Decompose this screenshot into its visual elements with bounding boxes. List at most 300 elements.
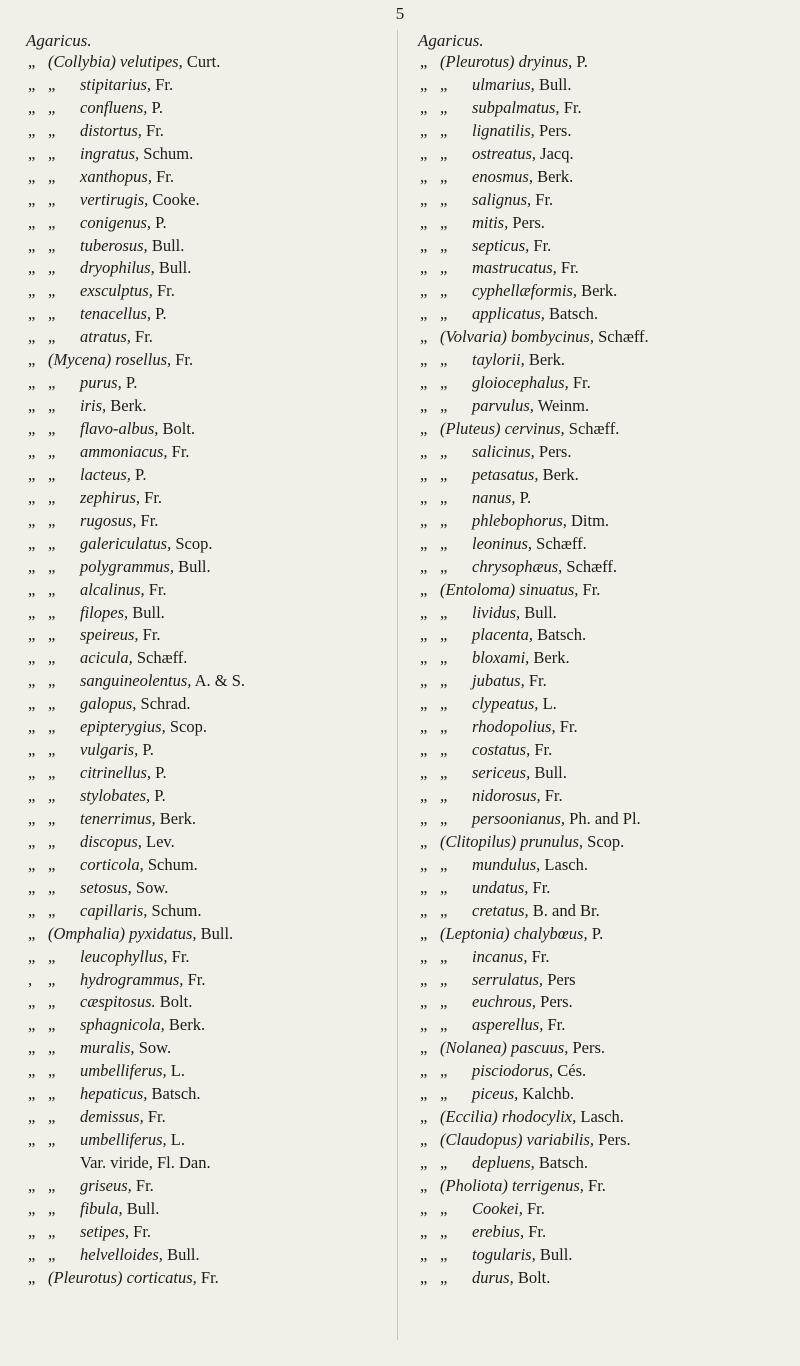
list-item <box>418 189 783 212</box>
species-name: sericeus, <box>472 763 531 783</box>
ditto-mark: „ <box>48 419 56 438</box>
ditto-mark: „ <box>28 602 36 622</box>
list-item <box>418 418 783 441</box>
species-name: cretatus, <box>472 900 529 920</box>
entry-text <box>48 1129 185 1152</box>
entry-text <box>440 923 603 946</box>
ditto-mark: „ <box>28 900 36 920</box>
species-name: confluens, <box>80 97 148 117</box>
author-name: L. <box>170 1130 185 1150</box>
list-item <box>26 854 391 877</box>
ditto-mark: „ <box>48 1038 56 1058</box>
list-item <box>418 624 783 647</box>
ditto-mark: „ <box>440 992 448 1012</box>
author-name: Sow. <box>138 1038 172 1058</box>
species-name: serrulatus, <box>472 969 544 989</box>
ditto-mark: „ <box>48 396 56 416</box>
list-item <box>26 923 391 946</box>
species-name: chrysophæus, <box>472 556 563 576</box>
list-item <box>418 900 783 923</box>
ditto-mark: „ <box>420 1107 428 1127</box>
list-item <box>418 1244 783 1267</box>
author-name: Bull. <box>151 235 185 255</box>
author-name: Fr. <box>133 1221 152 1241</box>
entry-text <box>48 900 201 923</box>
list-item <box>26 739 391 762</box>
list-item <box>418 946 783 969</box>
author-name: Bull. <box>158 258 192 278</box>
ditto-mark: „ <box>48 510 56 530</box>
species-name: rosellus, <box>115 350 172 370</box>
entry-text <box>440 1060 586 1083</box>
list-item <box>26 74 391 97</box>
variety-note: Var. viride, Fl. Dan. <box>80 1153 211 1172</box>
author-name: Fr. <box>171 946 190 966</box>
author-name: Cés. <box>557 1061 587 1081</box>
ditto-mark: „ <box>28 1221 36 1241</box>
ditto-mark: „ <box>48 900 56 920</box>
author-name: P. <box>576 52 588 71</box>
species-name: conigenus, <box>80 212 152 232</box>
ditto-mark: „ <box>28 1061 36 1081</box>
species-name: sinuatus, <box>519 579 579 599</box>
entry-text <box>440 624 586 647</box>
author-name: Fr. <box>156 281 175 301</box>
author-name: Schæff. <box>566 556 617 576</box>
entry-text <box>440 533 587 556</box>
species-name: exsculptus, <box>80 281 153 301</box>
species-name: cyphellæformis, <box>472 281 577 301</box>
entry-text <box>440 1244 572 1267</box>
ditto-mark: „ <box>48 740 56 760</box>
species-name: rhodopolius, <box>472 717 556 737</box>
ditto-mark: „ <box>28 556 36 576</box>
author-name: P. <box>125 373 138 393</box>
list-item <box>418 1152 783 1175</box>
ditto-mark: „ <box>28 671 36 691</box>
list-item <box>26 303 391 326</box>
list-item <box>418 212 783 235</box>
ditto-mark: „ <box>48 74 56 94</box>
ditto-mark: „ <box>420 1061 428 1081</box>
entry-text <box>48 969 205 992</box>
entry-text <box>48 464 146 487</box>
author-name: Ph. and Pl. <box>569 808 641 828</box>
author-name: Scop. <box>169 717 207 737</box>
list-item <box>418 1198 783 1221</box>
species-name: nidorosus, <box>472 786 541 805</box>
ditto-mark: „ <box>28 579 36 599</box>
list-item <box>418 647 783 670</box>
species-name: vulgaris, <box>80 740 139 760</box>
author-name: Fr. <box>547 1015 566 1035</box>
ditto-mark: „ <box>420 396 428 416</box>
ditto-mark: „ <box>420 625 428 645</box>
entry-text <box>440 739 552 762</box>
list-item <box>26 1106 391 1129</box>
author-name: Fr. <box>582 579 601 599</box>
author-name: Fr. <box>588 1175 606 1195</box>
ditto-mark: „ <box>48 1175 56 1195</box>
list-item <box>418 1037 783 1060</box>
ditto-mark: „ <box>28 510 36 530</box>
ditto-mark: „ <box>420 671 428 691</box>
ditto-mark: „ <box>440 625 448 645</box>
species-name: lividus, <box>472 602 521 622</box>
author-name: Batsch. <box>537 625 587 645</box>
list-item <box>418 395 783 418</box>
ditto-mark: „ <box>420 556 428 576</box>
list-item <box>26 143 391 166</box>
species-name: helvelloides, <box>80 1244 163 1264</box>
entry-text <box>48 166 174 189</box>
list-item <box>26 785 391 808</box>
entry-text <box>48 235 184 258</box>
author-name: Pers. <box>538 441 572 461</box>
author-name: Weinm. <box>537 396 590 416</box>
author-name: P. <box>135 464 147 484</box>
author-name: Fr. <box>544 786 563 805</box>
ditto-mark: „ <box>440 786 448 805</box>
species-name: xanthopus, <box>80 166 152 186</box>
entry-text <box>48 51 220 74</box>
ditto-mark: „ <box>28 74 36 94</box>
ditto-mark: „ <box>28 923 36 943</box>
list-item <box>418 579 783 602</box>
ditto-mark: „ <box>28 235 36 255</box>
list-item <box>418 1175 783 1198</box>
entry-text <box>48 991 192 1014</box>
author-name: L. <box>542 694 557 714</box>
author-name: Bull. <box>200 923 234 943</box>
subgenus-name: (Pluteus) <box>440 419 501 438</box>
entry-text <box>440 235 551 258</box>
species-name: gloiocephalus, <box>472 373 569 393</box>
ditto-mark: „ <box>440 1198 448 1218</box>
ditto-mark: „ <box>440 166 448 186</box>
list-item <box>418 303 783 326</box>
entry-text <box>440 326 649 349</box>
ditto-mark: „ <box>48 808 56 828</box>
ditto-mark: „ <box>28 1015 36 1035</box>
list-item <box>418 923 783 946</box>
entry-text <box>48 349 193 372</box>
ditto-mark: „ <box>420 327 428 347</box>
ditto-mark: „ <box>48 487 56 507</box>
author-name: Pers. <box>572 1038 605 1058</box>
entry-text <box>48 418 195 441</box>
entry-text <box>440 189 553 212</box>
species-name: enosmus, <box>472 166 533 186</box>
species-name: chalybœus, <box>513 923 588 943</box>
author-name: Cooke. <box>152 189 200 209</box>
species-name: corticatus, <box>126 1267 197 1287</box>
ditto-mark: „ <box>440 1153 448 1172</box>
entry-text <box>440 1221 546 1244</box>
ditto-mark: „ <box>420 1015 428 1035</box>
author-name: Berk. <box>528 350 566 370</box>
list-item <box>418 533 783 556</box>
entry-text <box>440 579 600 602</box>
ditto-mark: „ <box>440 1084 448 1104</box>
species-name: citrinellus, <box>80 763 152 783</box>
ditto-mark: „ <box>420 900 428 920</box>
ditto-mark: „ <box>420 143 428 163</box>
species-name: acicula, <box>80 648 133 668</box>
list-item <box>418 877 783 900</box>
list-item <box>418 1014 783 1037</box>
ditto-mark: „ <box>28 350 36 370</box>
list-item <box>26 1175 391 1198</box>
species-name: filopes, <box>80 602 129 622</box>
ditto-mark: „ <box>28 373 36 393</box>
entry-text <box>48 1083 201 1106</box>
species-name: muralis, <box>80 1038 135 1058</box>
species-name: dryinus, <box>518 52 573 71</box>
ditto-mark: „ <box>420 52 428 71</box>
author-name: Bolt. <box>159 992 193 1012</box>
ditto-mark: „ <box>28 189 36 209</box>
species-name: lacteus, <box>80 464 131 484</box>
ditto-mark: „ <box>48 1198 56 1218</box>
author-name: Berk. <box>542 464 579 484</box>
author-name: P. <box>591 923 604 943</box>
author-name: P. <box>142 740 154 760</box>
entry-text <box>440 1175 606 1198</box>
author-name: Berk. <box>581 281 618 301</box>
entry-text <box>48 372 137 395</box>
ditto-mark: „ <box>420 281 428 301</box>
author-name: Curt. <box>186 52 221 71</box>
list-item <box>418 51 783 74</box>
list-item <box>26 1060 391 1083</box>
ditto-mark: „ <box>28 304 36 324</box>
ditto-mark: „ <box>28 694 36 714</box>
ditto-mark: „ <box>420 808 428 828</box>
author-name: Schæff. <box>536 533 587 553</box>
list-item <box>26 51 391 74</box>
page-number: 5 <box>395 4 405 23</box>
author-name: Batsch. <box>549 304 599 324</box>
species-name: bloxami, <box>472 648 530 668</box>
ditto-mark: „ <box>48 120 56 140</box>
ditto-mark: „ <box>440 97 448 117</box>
ditto-mark: „ <box>28 786 36 805</box>
list-item <box>26 969 391 992</box>
ditto-mark: „ <box>28 487 36 507</box>
list-item <box>418 716 783 739</box>
ditto-mark: „ <box>440 74 448 94</box>
ditto-mark: „ <box>28 648 36 668</box>
ditto-mark: „ <box>440 671 448 691</box>
species-name: distortus, <box>80 120 142 140</box>
entry-text <box>48 441 190 464</box>
ditto-mark: „ <box>440 900 448 920</box>
species-name: mundulus, <box>472 854 541 874</box>
author-name: P. <box>154 786 166 805</box>
entry-text <box>48 303 167 326</box>
species-name: sanguineolentus, <box>80 671 192 691</box>
list-item <box>418 349 783 372</box>
author-name: Bull. <box>126 1198 160 1218</box>
list-item <box>418 1129 783 1152</box>
author-name: Fr. <box>156 166 174 186</box>
ditto-mark: „ <box>420 510 428 530</box>
ditto-mark: „ <box>440 373 448 393</box>
list-item <box>26 716 391 739</box>
ditto-mark: „ <box>420 1130 428 1150</box>
species-name: piceus, <box>472 1084 519 1104</box>
author-name: Fr. <box>144 487 163 507</box>
author-name: Pers. <box>540 992 573 1012</box>
list-item <box>418 831 783 854</box>
ditto-mark: „ <box>440 235 448 255</box>
list-item <box>26 579 391 602</box>
author-name: Schum. <box>147 854 198 874</box>
entry-text <box>440 143 574 166</box>
species-name: salignus, <box>472 189 532 209</box>
ditto-mark: „ <box>440 556 448 576</box>
list-item <box>418 556 783 579</box>
ditto-mark: „ <box>48 143 56 163</box>
species-name: clypeatus, <box>472 694 539 714</box>
ditto-mark: „ <box>420 533 428 553</box>
list-item <box>26 120 391 143</box>
entry-text <box>48 189 200 212</box>
ditto-mark: „ <box>440 212 448 232</box>
author-name: Pers. <box>538 120 572 140</box>
species-name: umbelliferus, <box>80 1061 167 1081</box>
column-divider <box>397 30 398 1340</box>
ditto-mark: „ <box>440 969 448 989</box>
entry-text <box>48 877 168 900</box>
author-name: Berk. <box>168 1015 206 1035</box>
ditto-mark: „ <box>48 304 56 324</box>
author-name: Ditm. <box>571 510 610 530</box>
ditto-mark: „ <box>28 419 36 438</box>
list-item <box>418 808 783 831</box>
author-name: Kalchb. <box>522 1084 575 1104</box>
list-item <box>26 1152 391 1175</box>
ditto-mark: „ <box>420 763 428 783</box>
species-name: subpalmatus, <box>472 97 560 117</box>
author-name: Fr. <box>532 877 551 897</box>
entry-text <box>440 487 531 510</box>
entry-text <box>48 1267 219 1290</box>
species-name: zephirus, <box>80 487 141 507</box>
author-name: Schum. <box>151 900 202 920</box>
entry-text <box>440 1152 588 1175</box>
entry-text <box>48 487 162 510</box>
author-name: L. <box>170 1061 185 1081</box>
species-name: euchrous, <box>472 992 537 1012</box>
species-name: stipitarius, <box>80 74 152 94</box>
ditto-mark: „ <box>440 510 448 530</box>
author-name: Fr. <box>563 97 582 117</box>
ditto-mark: „ <box>28 992 36 1012</box>
author-name: Pers <box>547 969 576 989</box>
species-name: leucophyllus, <box>80 946 168 966</box>
species-name: petasatus, <box>472 464 539 484</box>
list-item <box>26 1014 391 1037</box>
entry-text <box>48 1037 171 1060</box>
ditto-mark: „ <box>48 1061 56 1081</box>
entry-text <box>48 831 175 854</box>
ditto-mark: „ <box>440 763 448 783</box>
entry-text <box>48 120 164 143</box>
author-name: Bull. <box>178 556 211 576</box>
subgenus-name: (Pleurotus) <box>440 52 515 71</box>
ditto-mark: „ <box>420 786 428 805</box>
ditto-mark: „ <box>440 396 448 416</box>
list-item <box>26 900 391 923</box>
list-item <box>418 739 783 762</box>
list-item <box>26 212 391 235</box>
entry-text <box>48 1221 151 1244</box>
author-name: Bull. <box>538 74 572 94</box>
species-name: salicinus, <box>472 441 535 461</box>
ditto-mark: „ <box>48 969 56 989</box>
subgenus-name: (Volvaria) <box>440 327 507 347</box>
entry-text <box>440 900 600 923</box>
ditto-mark: „ <box>28 1198 36 1218</box>
list-item <box>26 946 391 969</box>
species-name: capillaris, <box>80 900 148 920</box>
species-name: ulmarius, <box>472 74 535 94</box>
species-name: stylobates, <box>80 786 151 805</box>
ditto-mark: „ <box>420 487 428 507</box>
ditto-mark: „ <box>440 877 448 897</box>
entry-text <box>440 716 578 739</box>
ditto-mark: „ <box>28 854 36 874</box>
ditto-mark: „ <box>28 1084 36 1104</box>
subgenus-name: (Pholiota) <box>440 1175 508 1195</box>
subgenus-name: (Mycena) <box>48 350 112 370</box>
list-item <box>418 1267 783 1290</box>
list-item <box>26 418 391 441</box>
ditto-mark: „ <box>48 1084 56 1104</box>
list-item <box>418 372 783 395</box>
entry-text <box>48 854 198 877</box>
list-item <box>418 602 783 625</box>
list-item <box>418 235 783 258</box>
author-name: Fr. <box>135 327 153 347</box>
entry-text <box>48 1175 154 1198</box>
species-name: phlebophorus, <box>472 510 567 530</box>
species-name: depluens, <box>472 1153 535 1172</box>
author-name: Fr. <box>135 1175 154 1195</box>
entry-text <box>440 831 624 854</box>
entry-text <box>48 1244 200 1267</box>
list-item <box>418 969 783 992</box>
species-name: asperellus, <box>472 1015 544 1035</box>
entry-text <box>48 716 207 739</box>
author-name: Berk. <box>159 808 196 828</box>
ditto-mark: „ <box>420 1175 428 1195</box>
ditto-mark: „ <box>48 1244 56 1264</box>
entry-list <box>418 51 783 1290</box>
ditto-mark: „ <box>420 1267 428 1287</box>
ditto-mark: „ <box>28 52 36 71</box>
entry-text <box>48 1198 159 1221</box>
list-item <box>26 808 391 831</box>
list-item <box>418 280 783 303</box>
list-item <box>418 1221 783 1244</box>
list-item <box>26 1037 391 1060</box>
list-item <box>418 166 783 189</box>
ditto-mark: „ <box>48 373 56 393</box>
ditto-mark: „ <box>28 1244 36 1264</box>
